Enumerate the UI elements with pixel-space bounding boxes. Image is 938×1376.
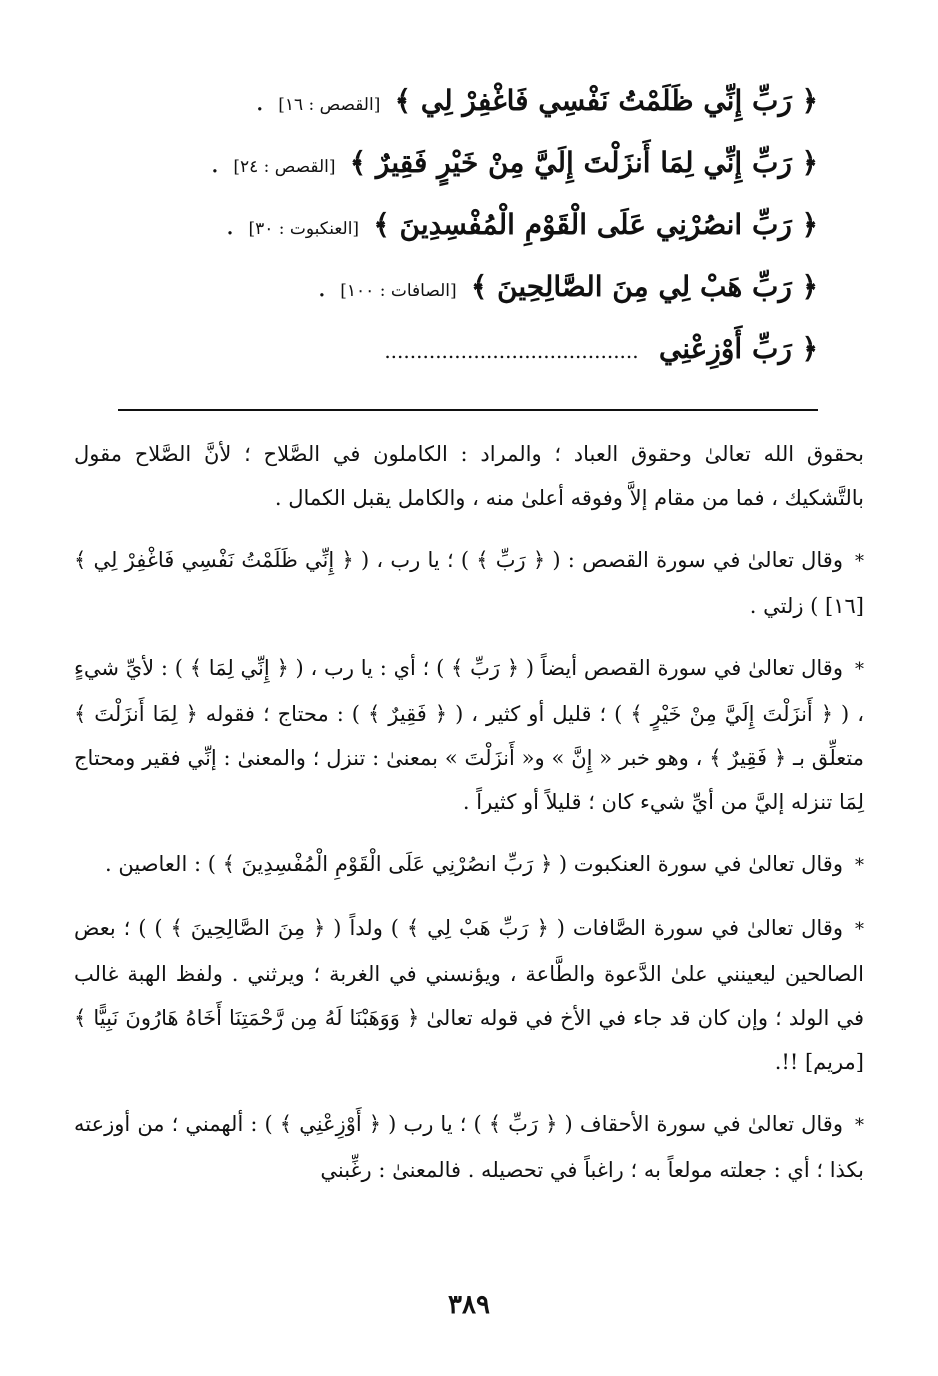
verse-end: . [255,87,264,117]
asterisk-marker: * [855,659,864,680]
verse-line [118,194,818,256]
commentary [74,432,864,1210]
verse-reference: [الصافات : ١٠٠] [340,281,457,301]
verse-quote: ﴿ رَبِّ أَوْزِعْنِي [658,332,818,365]
verse-line [118,318,818,380]
verse-quote: ﴿ رَبِّ انصُرْنِي عَلَى الْقَوْمِ الْمُفْسِدِينَ ﴾ [373,208,818,241]
verse-reference: [العنكبوت : ٣٠] [248,219,360,239]
commentary-paragraph [74,1102,864,1192]
paragraph-text: وقال تعالىٰ في سورة الأحقاف ( ﴿ رَبِّ ﴾ ) ؛ يا رب ( ﴿ أَوْزِعْنِي ﴾ ) : ألهمني ؛ من أوزعته بكذا ؛ أي : جعلته مولعاً به ؛ راغباً في تحصيله . فالمعنىٰ : رغِّبني [74,1112,864,1182]
verse-reference: [القصص : ١٦] [278,95,381,115]
commentary-paragraph [74,538,864,628]
verse-quote: ﴿ رَبِّ إِنِّي لِمَا أَنزَلْتَ إِلَيَّ مِنْ خَيْرٍ فَقِيرٌ ﴾ [349,146,818,179]
verse-list [118,70,818,380]
paragraph-text: وقال تعالىٰ في سورة الصَّافات ( ﴿ رَبِّ هَبْ لِي ﴾ ) ولداً ( ﴿ مِنَ الصَّالِحِينَ ﴾ ) ) ؛ بعض الصالحين ليعينني علىٰ الدَّعوة والطَّاعة ، ويؤنسني في الغربة ؛ ويرثني . ولفظ الهبة غالب في الولد ؛ وإن كان قد جاء في الأخ في قوله تعالىٰ ﴿ وَوَهَبْنَا لَهُ مِن رَّحْمَتِنَا أَخَاهُ هَارُونَ نَبِيًّا ﴾ [مريم] !!. [74,916,864,1074]
verse-reference: [القصص : ٢٤] [233,157,336,177]
commentary-paragraph [74,842,864,888]
verse-line [118,256,818,318]
paragraph-text: بحقوق الله تعالىٰ وحقوق العباد ؛ والمراد : الكاملون في الصَّلاح ؛ لأنَّ الصَّلاح مقول بالتَّشكيك ، فما من مقام إلاَّ وفوقه أعلىٰ منه ، والكامل يقبل الكمال . [74,442,864,510]
verse-continuation-dots: ........................................ [384,339,639,363]
commentary-paragraph [74,646,864,824]
verse-end: . [225,211,235,241]
asterisk-marker: * [855,919,864,940]
verse-quote: ﴿ رَبِّ إِنِّي ظَلَمْتُ نَفْسِي فَاغْفِرْ لِي ﴾ [394,84,818,117]
verse-line [118,70,818,132]
commentary-paragraph [74,906,864,1084]
paragraph-text: وقال تعالىٰ في سورة القصص أيضاً ( ﴿ رَبِّ ﴾ ) ؛ أي : يا رب ، ( ﴿ إِنِّي لِمَا ﴾ ) : لأيِّ شيءٍ ، ( ﴿ أَنزَلْتَ إِلَيَّ مِنْ خَيْرٍ ﴾ ) ؛ قليل أو كثير ، ( ﴿ فَقِيرٌ ﴾ ) : محتاج ؛ فقوله ﴿ لِمَا أَنزَلْتَ ﴾ متعلِّق بـ ﴿ فَقِيرٌ ﴾ ، وهو خبر « إِنَّ » و« أَنزَلْتَ » بمعنىٰ : تنزل ؛ والمعنىٰ : إنِّي فقير ومحتاج لِمَا تنزله إليَّ من أيِّ شيء كان ؛ قليلاً أو كثيراً . [74,656,864,814]
page-number: ٣٨٩ [448,1290,490,1320]
asterisk-marker: * [855,855,864,876]
asterisk-marker: * [855,1115,864,1136]
asterisk-marker: * [855,551,864,572]
section-divider [118,409,818,411]
commentary-paragraph [74,432,864,520]
verse-line [118,132,818,194]
verse-end: . [210,149,220,179]
paragraph-text: وقال تعالىٰ في سورة القصص : ( ﴿ رَبِّ ﴾ ) ؛ يا رب ، ( ﴿ إِنِّي ظَلَمْتُ نَفْسِي فَاغْفِرْ لِي ﴾ [١٦] ) زلتي . [74,548,864,618]
paragraph-text: وقال تعالىٰ في سورة العنكبوت ( ﴿ رَبِّ انصُرْنِي عَلَى الْقَوْمِ الْمُفْسِدِينَ ﴾ ) : العاصين . [105,852,843,876]
verse-end: . [317,273,326,303]
verse-quote: ﴿ رَبِّ هَبْ لِي مِنَ الصَّالِحِينَ ﴾ [470,270,818,303]
